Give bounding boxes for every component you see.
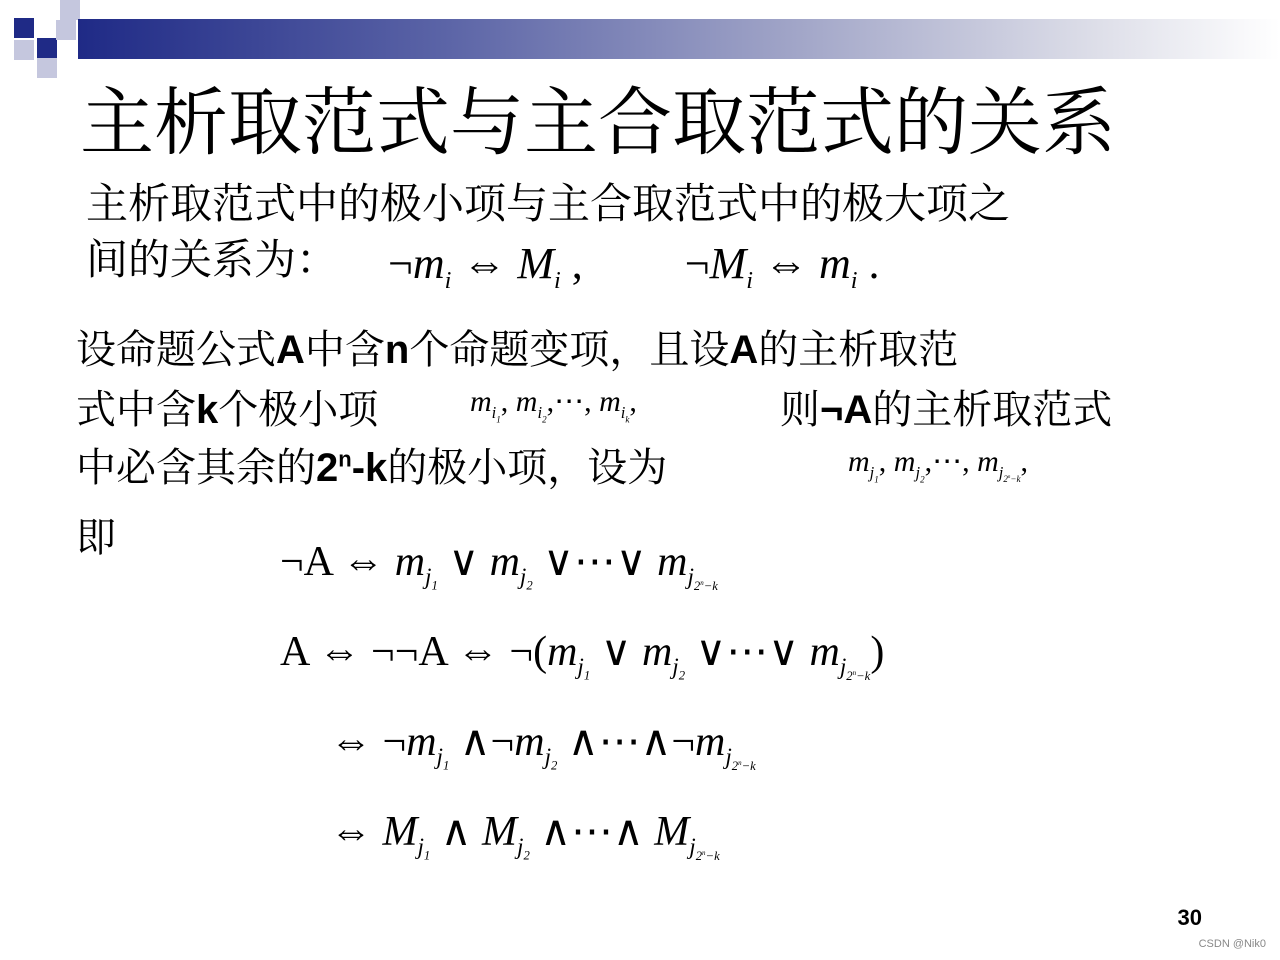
minterm-list-j: $m_{j_1}$, $m_{j_2},\cdots$, $m_{j_{2^n-k}}$, (848, 445, 1029, 485)
corner-square-5 (37, 58, 57, 78)
page-number: 30 (1177, 905, 1202, 930)
watermark: CSDN @Nik0 (1198, 938, 1266, 950)
relation-formula: $\neg m_i$ ⇔ $M_i$ , $\neg M_i$ ⇔ $m_i$ . (388, 239, 880, 294)
corner-square-2 (37, 38, 57, 58)
corner-square-6 (60, 0, 80, 20)
equation-3: ⇔ $\neg m_{j_1}$ $\wedge\neg m_{j_2}$ $\wedge\cdots\wedge\neg m_{j_{2^n-k}}$ (330, 719, 756, 773)
proposition-line3: 中必含其余的2$^n$-k的极小项，设为 (76, 445, 668, 491)
equation-2: A ⇔ ¬¬A ⇔ $\neg(m_{j_1}$ ∨ $m_{j_2}$ ∨⋯∨ $m_{j_{2^n-k}}$) (280, 629, 885, 683)
proposition-line4: 即 (76, 515, 116, 561)
proposition-line2b: 则¬A的主析取范式 (780, 387, 1113, 433)
slide-title: 主析取范式与主合取范式的关系 (80, 80, 1116, 166)
proposition-line2: 式中含k个极小项 (76, 387, 379, 433)
corner-square-4 (14, 40, 34, 60)
corner-square-3 (56, 20, 76, 40)
relation-paragraph-line1: 主析取范式中的极小项与主合取范式中的极大项之 (86, 179, 1011, 228)
equation-4: ⇔ $M_{j_1}$ ∧ $M_{j_2}$ ∧⋯∧ $M_{j_{2^n-k}}$ (330, 809, 720, 863)
minterm-list-i: $m_{i_1}$, $m_{i_2},\cdots$, $m_{i_k}$, (470, 385, 637, 425)
relation-paragraph-line2 (86, 236, 338, 284)
proposition-line1: 设命题公式A中含n个命题变项，且设A的主析取范 (76, 327, 959, 373)
equation-1: ¬A ⇔ $m_{j_1}$ ∨ $m_{j_2}$ ∨⋯∨ $m_{j_{2^n-k}}$ (280, 539, 718, 593)
header-banner (78, 19, 1280, 59)
corner-square-1 (14, 18, 34, 38)
relation-label: 间的关系为： (86, 235, 339, 284)
